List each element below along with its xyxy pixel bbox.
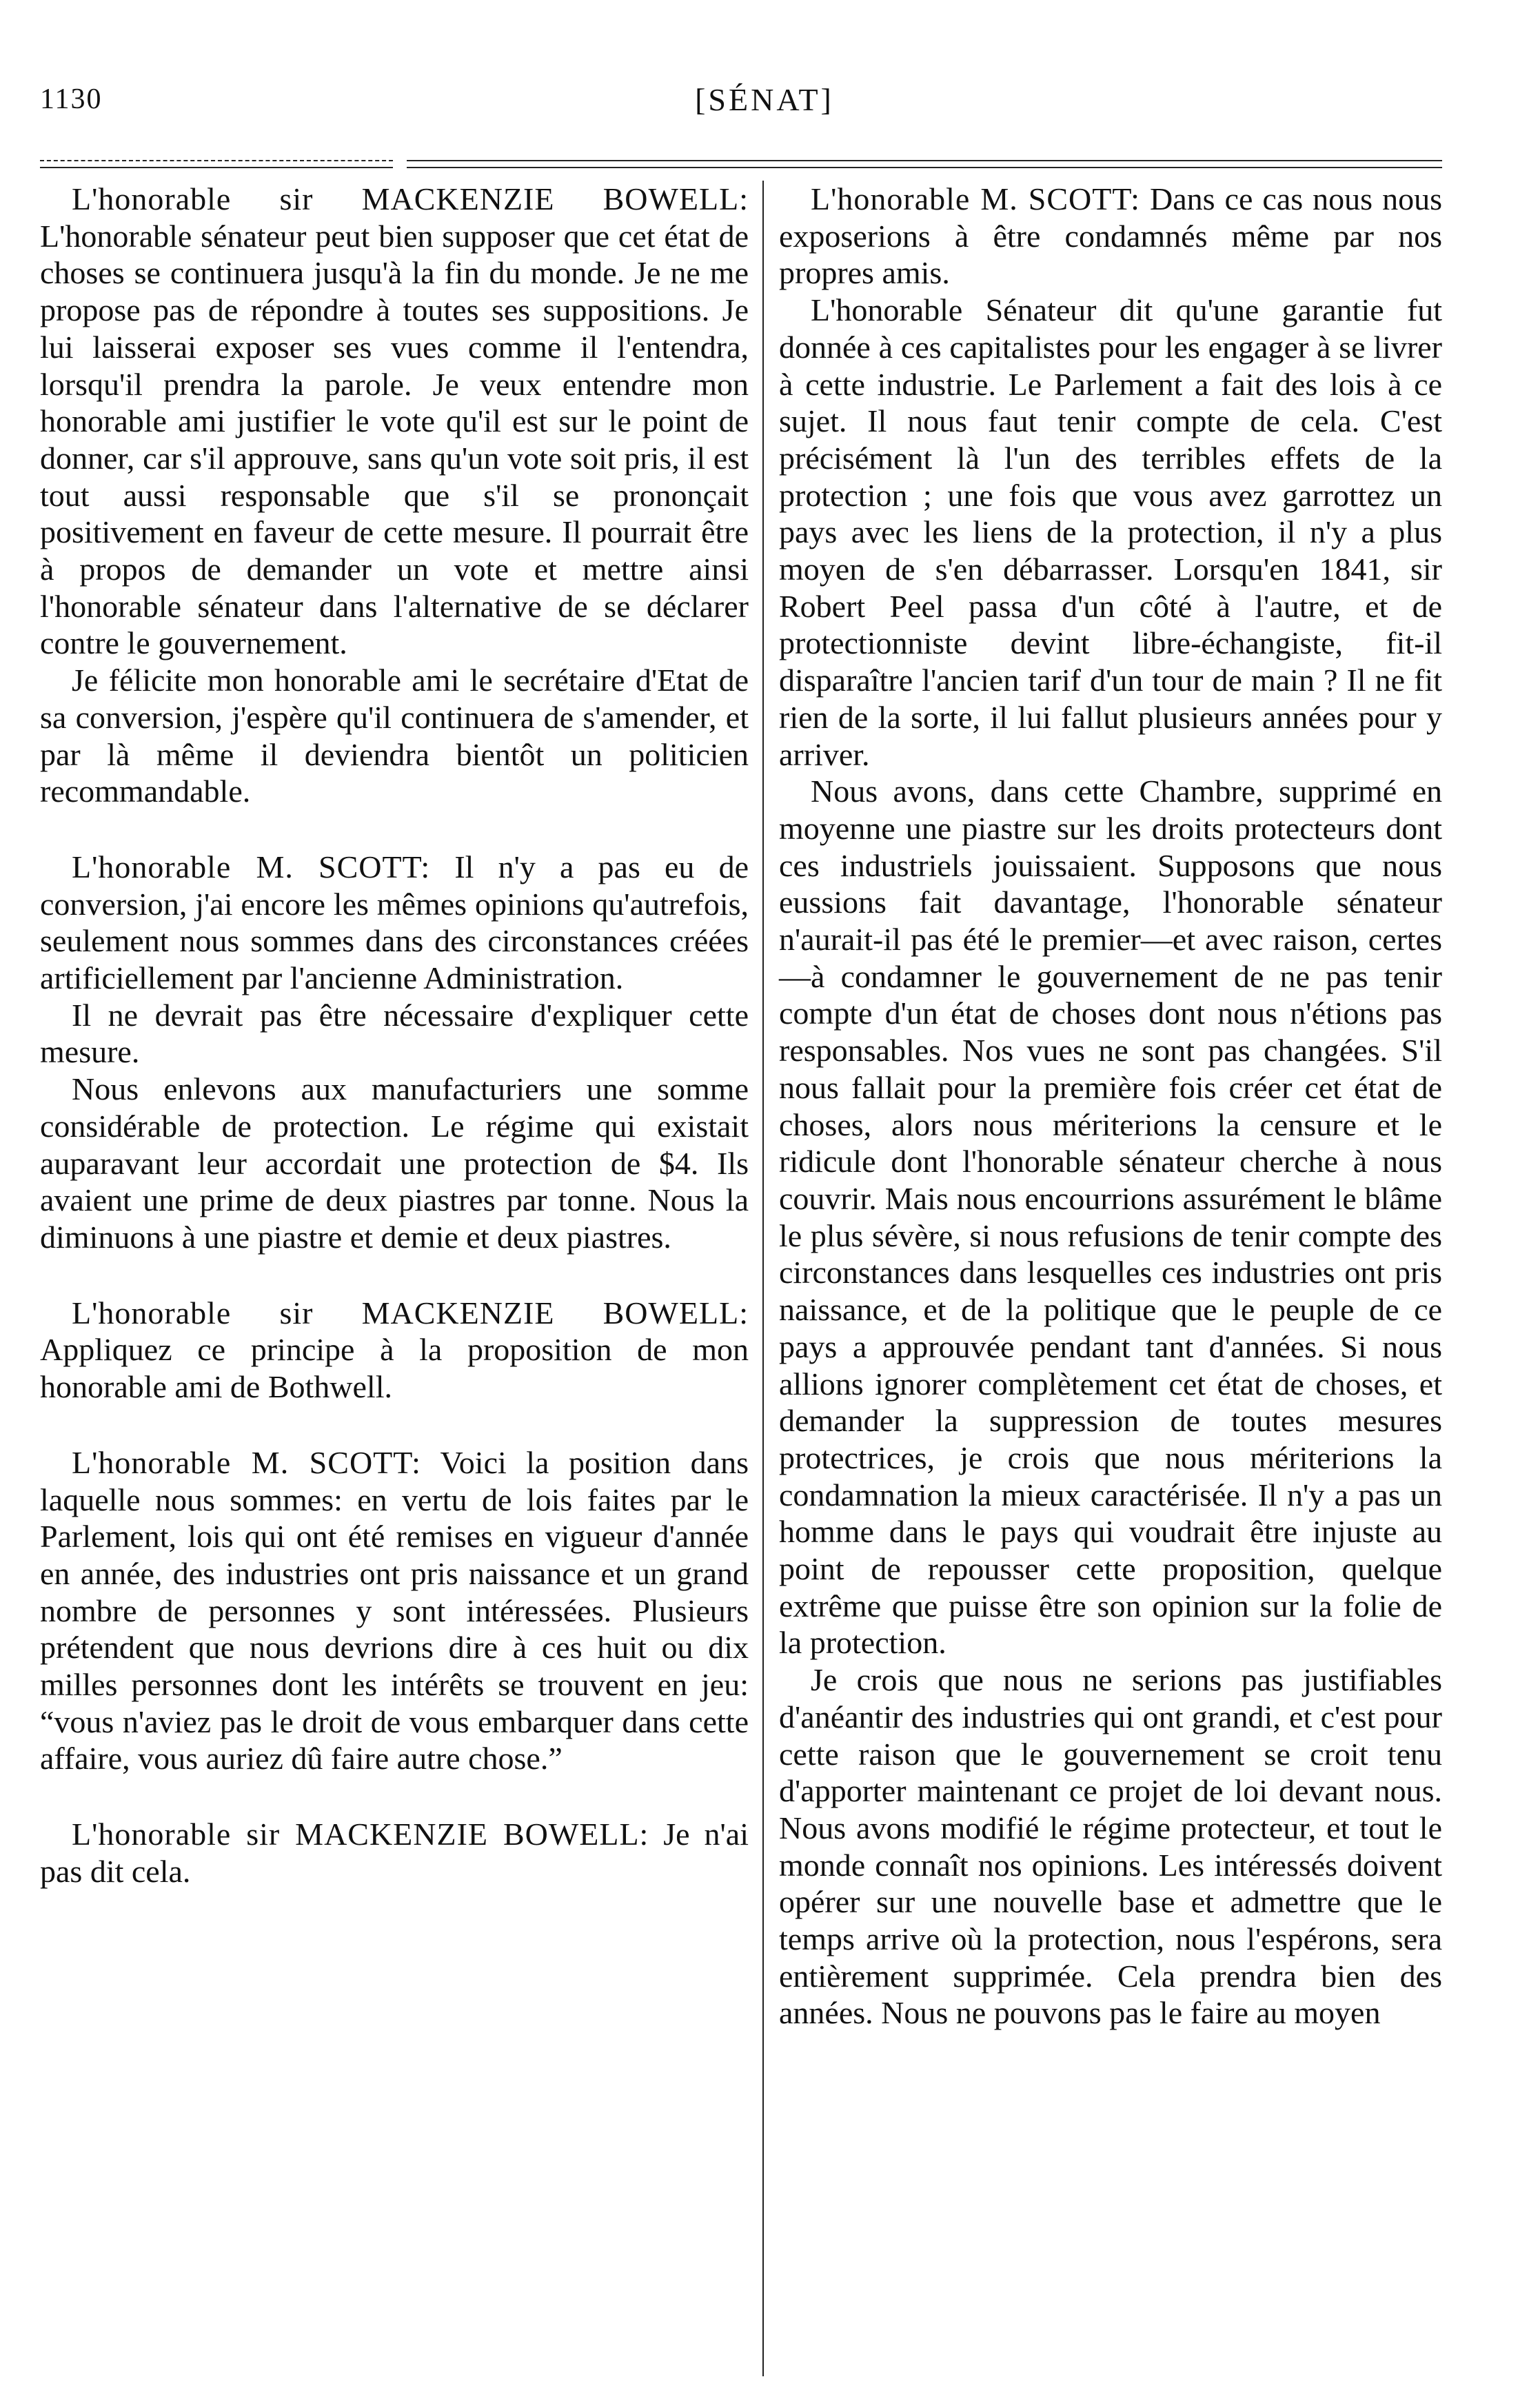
paragraph bbox=[779, 292, 1442, 773]
paragraph-text: Nous enlevons aux manufacturiers une somme considérable de protection. Le régime qui existait auparavant leur accordait une protection de $4. Ils avaient une prime de deux piastres par tonne. Nous la diminuons à une piastre et demie et deux piastres. bbox=[40, 1071, 749, 1255]
paragraph bbox=[40, 1295, 749, 1406]
paragraph-text: L'honorable sénateur peut bien supposer que cet état de choses se continuera jusqu'à la fin du monde. Je ne me propose pas de répondre à toutes ses suppositions. Je lui laisserai exposer ses vues comme il l'entendra, lorsqu'il prendra la parole. Je veux entendre mon honorable ami justifier le vote qu'il est sur le point de donner, car s'il approuve, sans qu'un vote soit pris, il est tout aussi responsable que s'il se prononçait positivement en faveur de cette mesure. Il pourrait être à propos de demander un vote et mettre ainsi l'honorable sénateur dans l'alternative de se déclarer contre le gouvernement. bbox=[40, 218, 749, 661]
speaker-label: L'honorable M. SCOTT: bbox=[72, 1444, 421, 1480]
paragraph-text: Nous avons, dans cette Chambre, supprimé en moyenne une piastre sur les droits protecteurs dont ces industriels jouissaient. Supposons que nous eussions fait davantage, l'honorable sénateur n'aurait-il pas été le premier—et avec raison, certes —à condamner le gouvernement de ne pas tenir compte d'un état de choses dont nous n'étions pas responsables. Nos vues ne sont pas changées. S'il nous fallait pour la première fois créer cet état de choses, alors nous mériterions la censure et le ridicule dont l'honorable sénateur cherche à nous couvrir. Mais nous encourrions assurément le blâme le plus sévère, si nous refusions de tenir compte des circonstances dans lesquelles ces industries ont pris naissance, et de la politique que le peuple de ce pays a approuvée pendant tant d'années. Si nous allions ignorer complètement cet état de choses, et demander la suppression de toutes mesures protectrices, je crois que nous mériterions la condamnation la mieux caractérisée. Il n'y a pas un homme dans le pays qui voudrait être injuste au point de repousser cette proposition, quelque extrême que puisse être son opinion sur la folie de la protection. bbox=[779, 773, 1442, 1661]
header-rule-right bbox=[407, 160, 1442, 168]
paragraph-text: Voici la position dans laquelle nous sommes: en vertu de lois faites par le Parlement, lois qui ont été remises en vigueur d'année en année, des industries ont pris naissance et un grand nombre de personnes y sont intéressées. Plusieurs prétendent que nous devrions dire à ces huit ou dix milles personnes dont les intérêts se trouvent en jeu: “vous n'aviez pas le droit de vous embarquer dans cette affaire, vous auriez dû faire autre chose.” bbox=[40, 1444, 749, 1777]
paragraph-text: Il ne devrait pas être nécessaire d'expliquer cette mesure. bbox=[40, 997, 749, 1070]
paragraph-text: Je crois que nous ne serions pas justifiables d'anéantir des industries qui ont grandi, et c'est pour cette raison que le gouvernement se croit tenu d'apporter maintenant ce projet de loi devant nous. Nous avons modifié le régime protecteur, et tout le monde connaît nos opinions. Les intéressés doivent opérer sur une nouvelle base et admettre que le temps arrive où la protection, nous l'espérons, sera entièrement supprimée. Cela prendra bien des années. Nous ne pouvons pas le faire au moyen bbox=[779, 1662, 1442, 2031]
running-head: [SÉNAT] bbox=[695, 82, 834, 117]
header-rule-left bbox=[40, 160, 393, 168]
speaker-label: L'honorable M. SCOTT: bbox=[72, 849, 431, 884]
paragraph-text: Il n'y a pas eu de conversion, j'ai encore les mêmes opinions qu'autrefois, seulement nous sommes dans des circonstances créées artificiellement par l'ancienne Administration. bbox=[40, 849, 749, 996]
paragraph bbox=[40, 849, 749, 997]
paragraph-text: L'honorable Sénateur dit qu'une garantie fut donnée à ces capitalistes pour les engager à se livrer à cette industrie. Le Parlement a fait des lois à ce sujet. Il nous faut tenir compte de cela. C'est précisément là l'un des terribles effets de la protection ; une fois que vous avez garrottez un pays avec les liens de la protection, il n'y a plus moyen de s'en débarrasser. Lorsqu'en 1841, sir Robert Peel passa d'un côté à l'autre, et de protectionniste devint libre-échangiste, fit-il disparaître l'ancien tarif d'un tour de main ? Il ne fit rien de la sorte, il lui fallut plusieurs années pour y arriver. bbox=[779, 292, 1442, 772]
paragraph bbox=[40, 1444, 749, 1777]
paragraph-text: Je félicite mon honorable ami le secrétaire d'Etat de sa conversion, j'espère qu'il continuera de s'amender, et par là même il deviendra bientôt un politicien recommandable. bbox=[40, 662, 749, 809]
paragraph bbox=[40, 662, 749, 810]
paragraph bbox=[779, 1661, 1442, 2032]
paragraph bbox=[779, 181, 1442, 292]
speaker-label: L'honorable sir MACKENZIE BOWELL: bbox=[72, 1295, 749, 1331]
paragraph bbox=[40, 1816, 749, 1890]
page-number: 1130 bbox=[40, 83, 103, 115]
paragraph bbox=[40, 181, 749, 662]
left-column bbox=[40, 181, 749, 1890]
paragraph bbox=[40, 997, 749, 1071]
speaker-label: L'honorable sir MACKENZIE BOWELL: bbox=[72, 181, 749, 216]
column-divider bbox=[762, 181, 764, 2376]
paragraph-text: Dans ce cas nous nous exposerions à être condamnés même par nos propres amis. bbox=[779, 181, 1442, 291]
paragraph bbox=[40, 1071, 749, 1256]
paragraph bbox=[779, 773, 1442, 1661]
paragraph-text: Appliquez ce principe à la proposition de mon honorable ami de Bothwell. bbox=[40, 1332, 749, 1405]
right-column bbox=[779, 181, 1442, 2032]
paragraph-text: Je n'ai pas dit cela. bbox=[40, 1817, 749, 1889]
speaker-label: L'honorable sir MACKENZIE BOWELL: bbox=[72, 1817, 649, 1852]
speaker-label: L'honorable M. SCOTT: bbox=[811, 181, 1140, 216]
